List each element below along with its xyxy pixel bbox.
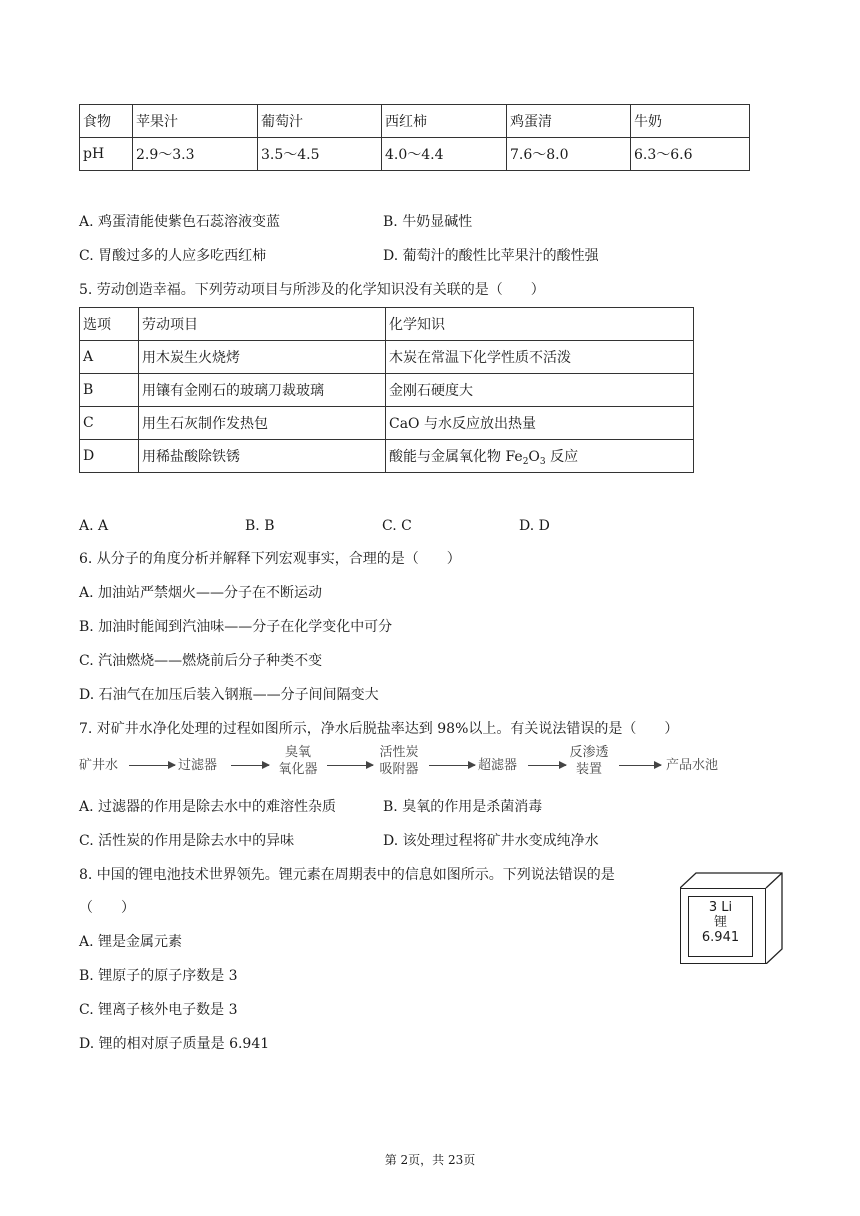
ph-table	[79, 104, 750, 171]
q7-option-b: B. 臭氧的作用是杀菌消毒	[383, 799, 543, 815]
page-footer: 第 2页，共 23页	[384, 1153, 476, 1167]
q4-option-b: B. 牛奶显碱性	[383, 214, 473, 230]
flow-arrow	[327, 765, 373, 766]
q8-paren: （ ）	[79, 900, 135, 916]
ph-value-cell: 2.9～3.3	[133, 138, 258, 171]
q7-option-d: D. 该处理过程将矿井水变成纯净水	[383, 833, 599, 849]
q5-cell: 用镶有金刚石的玻璃刀裁玻璃	[139, 374, 386, 407]
q5-header-cell: 化学知识	[386, 308, 694, 341]
q4-option-d: D. 葡萄汁的酸性比苹果汁的酸性强	[383, 248, 599, 264]
flow-arrow	[429, 765, 475, 766]
flow-node-ozone	[275, 744, 321, 778]
formula-suffix: 反应	[545, 449, 579, 465]
q6-stem: 6. 从分子的角度分析并解释下列宏观事实，合理的是（ ）	[79, 551, 461, 567]
q5-cell: 木炭在常温下化学性质不活泼	[386, 341, 694, 374]
q5-cell: 用稀盐酸除铁锈	[139, 440, 386, 473]
q8-option-d: D. 锂的相对原子质量是 6.941	[79, 1036, 270, 1052]
cube-front	[680, 888, 766, 964]
water-treatment-flow-diagram	[79, 744, 739, 788]
lithium-element-card	[680, 872, 786, 964]
flow-arrow	[231, 765, 269, 766]
q7-option-c: C. 活性炭的作用是除去水中的异味	[79, 833, 295, 849]
q5-cell: D	[80, 440, 139, 473]
ph-header-cell: 牛奶	[631, 105, 750, 138]
ph-header-cell: 鸡蛋清	[507, 105, 631, 138]
flow-node-carbon-line2: 吸附器	[379, 762, 419, 777]
element-mass: 6.941	[701, 930, 740, 945]
q5-cell: C	[80, 407, 139, 440]
q5-stem: 5. 劳动创造幸福。下列劳动项目与所涉及的化学知识没有关联的是（ ）	[79, 282, 545, 298]
q5-cell: 用木炭生火烧烤	[139, 341, 386, 374]
ph-header-cell: 苹果汁	[133, 105, 258, 138]
q5-option-a: A. A	[79, 518, 109, 534]
flow-node-mine-water: 矿井水	[79, 758, 119, 773]
flow-node-ultrafilter: 超滤器	[478, 758, 518, 773]
q5-cell: 金刚石硬度大	[386, 374, 694, 407]
formula-mid: O	[528, 449, 540, 465]
flow-node-ro-line2: 装置	[575, 762, 602, 777]
ph-value-cell: pH	[80, 138, 133, 171]
q5-option-d: D. D	[519, 518, 550, 534]
q5-cell: B	[80, 374, 139, 407]
q5-cell: CaO 与水反应放出热量	[386, 407, 694, 440]
q7-option-a: A. 过滤器的作用是除去水中的难溶性杂质	[79, 799, 337, 815]
formula-sub: 2	[522, 457, 529, 467]
ph-header-cell: 食物	[80, 105, 133, 138]
q6-option-c: C. 汽油燃烧——燃烧前后分子种类不变	[79, 653, 323, 669]
ph-header-cell: 西红柿	[382, 105, 507, 138]
flow-node-carbon-line1: 活性炭	[379, 745, 419, 760]
ph-header-cell: 葡萄汁	[258, 105, 382, 138]
flow-arrow	[528, 765, 566, 766]
q5-header-cell: 劳动项目	[139, 308, 386, 341]
q8-option-a: A. 锂是金属元素	[79, 934, 183, 950]
q5-option-c: C. C	[382, 518, 412, 534]
q5-cell: A	[80, 341, 139, 374]
q6-option-a: A. 加油站严禁烟火——分子在不断运动	[79, 585, 323, 601]
ph-value-cell: 6.3～6.6	[631, 138, 750, 171]
q8-stem: 8. 中国的锂电池技术世界领先。锂元素在周期表中的信息如图所示。下列说法错误的是	[79, 867, 615, 883]
q4-option-c: C. 胃酸过多的人应多吃西红柿	[79, 248, 267, 264]
q8-option-b: B. 锂原子的原子序数是 3	[79, 968, 238, 984]
q6-option-b: B. 加油时能闻到汽油味——分子在化学变化中可分	[79, 619, 393, 635]
q5-table	[79, 307, 694, 473]
q5-header-cell: 选项	[80, 308, 139, 341]
q5-cell: 用生石灰制作发热包	[139, 407, 386, 440]
element-info-box	[688, 896, 753, 957]
q7-stem: 7. 对矿井水净化处理的过程如图所示，净水后脱盐率达到 98%以上。有关说法错误的是（ ）	[79, 721, 679, 737]
q8-option-c: C. 锂离子核外电子数是 3	[79, 1002, 238, 1018]
flow-arrow	[619, 765, 661, 766]
formula-prefix: 酸能与金属氧化物 Fe	[389, 449, 523, 465]
flow-node-ozone-line2: 氧化器	[278, 762, 318, 777]
ph-value-cell: 4.0～4.4	[382, 138, 507, 171]
q5-cell-formula	[386, 440, 694, 473]
flow-node-ro-line1: 反渗透	[569, 745, 609, 760]
q4-option-a: A. 鸡蛋清能使紫色石蕊溶液变蓝	[79, 214, 281, 230]
flow-arrow	[129, 765, 175, 766]
ph-value-cell: 3.5～4.5	[258, 138, 382, 171]
element-number-symbol: 3 Li	[708, 900, 733, 915]
q6-option-d: D. 石油气在加压后装入钢瓶——分子间间隔变大	[79, 687, 379, 703]
flow-node-ozone-line1: 臭氧	[284, 745, 311, 760]
q5-option-b: B. B	[245, 518, 275, 534]
element-name: 锂	[713, 915, 727, 930]
ph-value-cell: 7.6～8.0	[507, 138, 631, 171]
flow-node-ro	[566, 744, 612, 778]
formula-sub: 3	[539, 457, 546, 467]
flow-node-carbon	[376, 744, 422, 778]
flow-node-product-pool: 产品水池	[666, 758, 719, 773]
flow-node-filter: 过滤器	[178, 758, 218, 773]
